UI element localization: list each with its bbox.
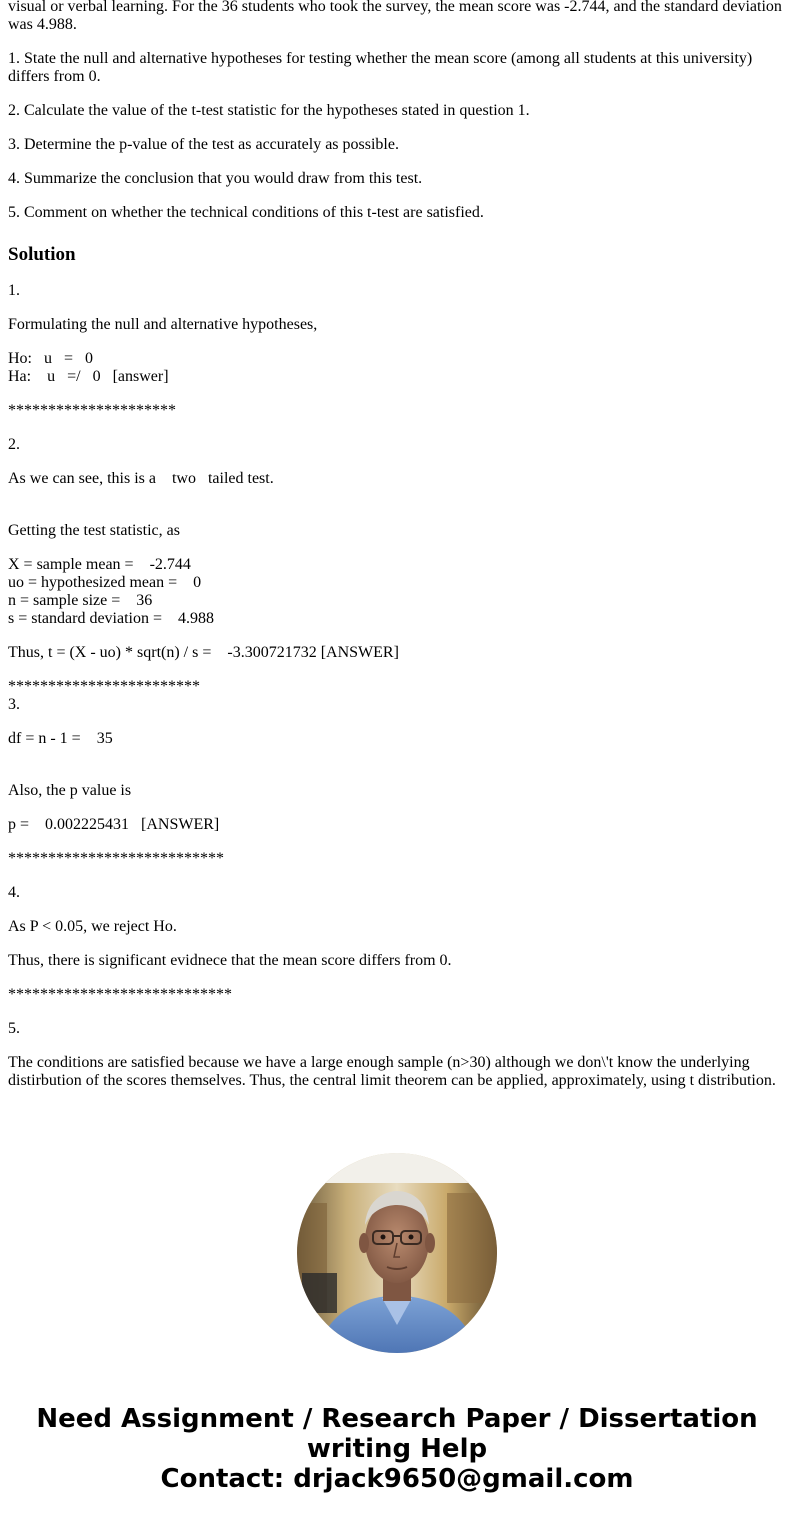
- reject-statement: As P < 0.05, we reject Ho.: [8, 918, 177, 935]
- footer-banner: [0, 1404, 794, 1494]
- spacer: [8, 764, 786, 782]
- footer-contact: Contact: drjack9650@gmail.com: [160, 1464, 634, 1494]
- question-intro: visual or verbal learning. For the 36 students who took the survey, the mean score was -2.744, and the standard deviation was 4.988.: [8, 0, 786, 33]
- part4-divider: ****************************: [8, 986, 232, 1003]
- footer-line-2: writing Help: [306, 1434, 488, 1464]
- standard-deviation: s = standard deviation = 4.988: [8, 610, 215, 627]
- alternative-hypothesis: Ha: u =/ 0 [answer]: [8, 368, 169, 385]
- part2-number: 2.: [8, 436, 20, 453]
- question-item-4: 4. Summarize the conclusion that you would draw from this test.: [8, 170, 423, 187]
- null-hypothesis: Ho: u = 0: [8, 350, 94, 367]
- footer-line-1: Need Assignment / Research Paper / Dissertation: [36, 1404, 758, 1434]
- solution-heading: Solution: [8, 244, 76, 265]
- degrees-of-freedom: df = n - 1 = 35: [8, 730, 113, 747]
- part2-divider: ************************: [8, 678, 200, 695]
- conditions-text: The conditions are satisfied because we have a large enough sample (n>30) although we don\'t know the underlying distirbution of the scores themselves. Thus, the central limit theorem can be applied, approximately, using t distribution.: [8, 1054, 776, 1089]
- part3-number: 3.: [8, 696, 20, 713]
- part2-tail: As we can see, this is a two tailed test.: [8, 470, 274, 487]
- question-item-5: 5. Comment on whether the technical conditions of this t-test are satisfied.: [8, 204, 484, 221]
- question-item-1: 1. State the null and alternative hypotheses for testing whether the mean score (among all students at this university) differs from 0.: [8, 50, 757, 85]
- question-item-3: 3. Determine the p-value of the test as accurately as possible.: [8, 136, 399, 153]
- hypotheses-block: [8, 350, 786, 386]
- author-photo: [297, 1153, 497, 1353]
- part1-divider: *********************: [8, 402, 176, 419]
- document-body: [8, 0, 786, 1106]
- sample-size: n = sample size = 36: [8, 592, 153, 609]
- part3-lead: Also, the p value is: [8, 782, 132, 799]
- spacer: [8, 504, 786, 522]
- author-photo-icon: [297, 1153, 497, 1353]
- givens-block: [8, 556, 786, 628]
- part3-divider: ***************************: [8, 850, 224, 867]
- part1-number: 1.: [8, 282, 20, 299]
- part2-lead: Getting the test statistic, as: [8, 522, 180, 539]
- t-statistic: Thus, t = (X - uo) * sqrt(n) / s = -3.300721732 [ANSWER]: [8, 644, 399, 661]
- hypothesized-mean: uo = hypothesized mean = 0: [8, 574, 202, 591]
- part1-lead: Formulating the null and alternative hypotheses,: [8, 316, 318, 333]
- sample-mean: X = sample mean = -2.744: [8, 556, 191, 573]
- part4-number: 4.: [8, 884, 20, 901]
- question-item-2: 2. Calculate the value of the t-test statistic for the hypotheses stated in question 1.: [8, 102, 530, 119]
- part2-divider-block: [8, 678, 786, 714]
- part5-number: 5.: [8, 1020, 20, 1037]
- conclusion-statement: Thus, there is significant evidnece that the mean score differs from 0.: [8, 952, 452, 969]
- p-value: p = 0.002225431 [ANSWER]: [8, 816, 220, 833]
